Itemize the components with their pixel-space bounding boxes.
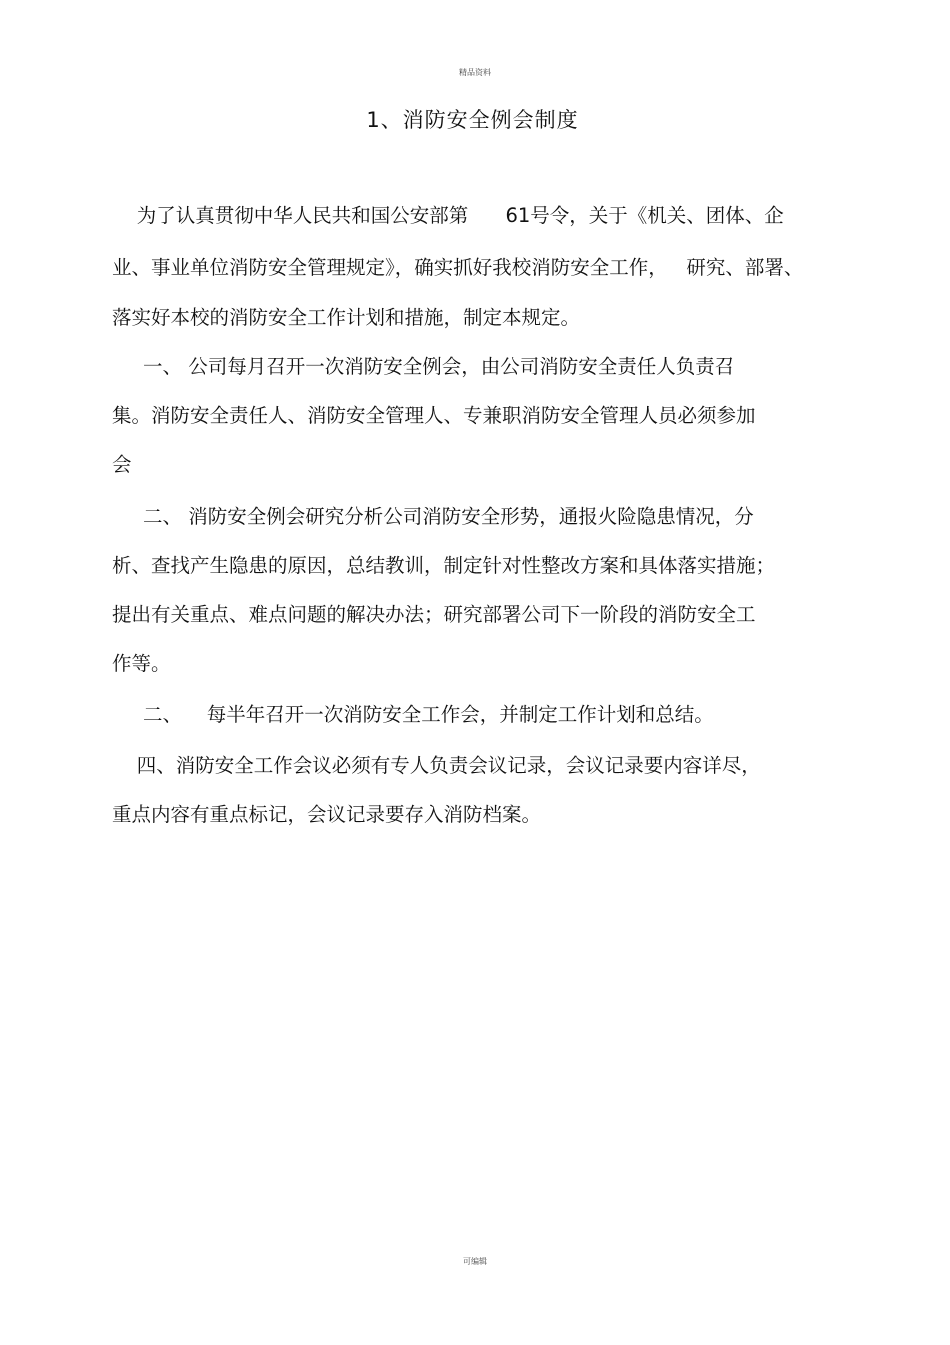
- header-note: 精品资料: [459, 68, 491, 77]
- body-line: 业、事业单位消防安全管理规定》，确实抓好我校消防安全工作， 研究、部署、: [112, 256, 804, 279]
- body-line: 会: [112, 453, 132, 476]
- body-line: 一、 公司每月召开一次消防安全例会，由公司消防安全责任人负责召: [112, 355, 735, 378]
- body-line: 为了认真贯彻中华人民共和国公安部第 61号令，关于《机关、团体、企: [112, 204, 784, 227]
- body-line: 集。消防安全责任人、消防安全管理人、专兼职消防安全管理人员必须参加: [112, 404, 756, 427]
- body-line: 二、 每半年召开一次消防安全工作会，并制定工作计划和总结。: [112, 703, 714, 726]
- body-line: 析、查找产生隐患的原因，总结教训，制定针对性整改方案和具体落实措施；: [112, 554, 776, 577]
- body-line: 二、 消防安全例会研究分析公司消防安全形势，通报火险隐患情况，分: [112, 505, 754, 528]
- document-title: 1、消防安全例会制度: [366, 108, 579, 132]
- footer-note: 可编辑: [463, 1257, 487, 1266]
- body-line: 提出有关重点、难点问题的解决办法；研究部署公司下一阶段的消防安全工: [112, 603, 756, 626]
- body-line: 作等。: [112, 652, 171, 675]
- body-line: 重点内容有重点标记，会议记录要存入消防档案。: [112, 803, 542, 826]
- body-line: 落实好本校的消防安全工作计划和措施，制定本规定。: [112, 306, 581, 329]
- body-line: 四、消防安全工作会议必须有专人负责会议记录，会议记录要内容详尽，: [112, 754, 761, 777]
